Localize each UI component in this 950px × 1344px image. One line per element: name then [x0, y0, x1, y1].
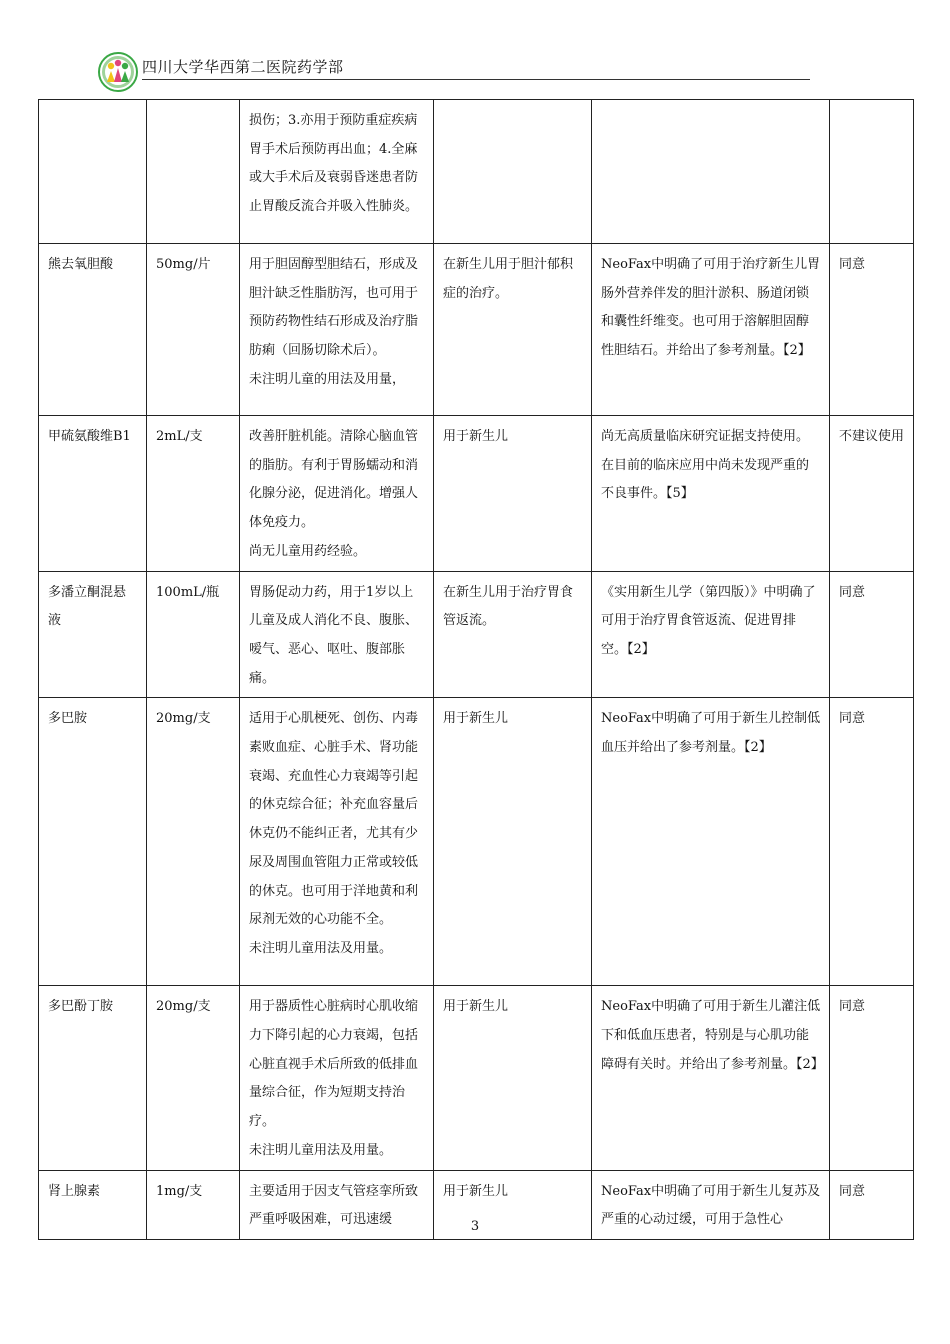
evidence-cell: NeoFax中明确了可用于新生儿灌注低下和低血压患者，特别是与心肌功能障碍有关时。并给出了参考剂量。【2】 [592, 986, 830, 1170]
drug-name-cell: 多巴胺 [39, 698, 147, 986]
drug-spec-cell: 20mg/支 [147, 698, 240, 986]
offlabel-use-cell [434, 100, 592, 244]
opinion-cell: 同意 [830, 1170, 914, 1239]
table-row [39, 100, 914, 244]
evidence-cell [592, 100, 830, 244]
drug-name-cell [39, 100, 147, 244]
offlabel-use-cell: 在新生儿用于治疗胃食管返流。 [434, 571, 592, 698]
drug-spec-cell: 1mg/支 [147, 1170, 240, 1239]
drug-name-cell: 肾上腺素 [39, 1170, 147, 1239]
opinion-cell: 同意 [830, 986, 914, 1170]
evidence-cell: NeoFax中明确了可用于新生儿复苏及严重的心动过缓，可用于急性心 [592, 1170, 830, 1239]
page-header [98, 50, 810, 94]
drug-name-cell: 多潘立酮混悬液 [39, 571, 147, 698]
opinion-cell: 不建议使用 [830, 416, 914, 572]
evidence-cell: NeoFax中明确了可用于新生儿控制低血压并给出了参考剂量。【2】 [592, 698, 830, 986]
indication-cell: 改善肝脏机能。清除心脑血管的脂肪。有利于胃肠蠕动和消化腺分泌，促进消化。增强人体免疫力。 尚无儿童用药经验。 [240, 416, 434, 572]
offlabel-use-cell: 用于新生儿 [434, 986, 592, 1170]
drug-table [38, 99, 914, 1240]
hospital-logo-icon [98, 52, 138, 92]
drug-name-cell: 熊去氧胆酸 [39, 244, 147, 416]
drug-spec-cell: 100mL/瓶 [147, 571, 240, 698]
indication-cell: 主要适用于因支气管痉挛所致严重呼吸困难，可迅速缓 [240, 1170, 434, 1239]
evidence-cell: 《实用新生儿学（第四版）》中明确了可用于治疗胃食管返流、促进胃排空。【2】 [592, 571, 830, 698]
drug-spec-cell: 2mL/支 [147, 416, 240, 572]
table-row [39, 416, 914, 572]
drug-spec-cell: 20mg/支 [147, 986, 240, 1170]
table-row [39, 986, 914, 1170]
offlabel-use-cell: 用于新生儿 [434, 698, 592, 986]
drug-name-cell: 甲硫氨酸维B1 [39, 416, 147, 572]
table-row [39, 244, 914, 416]
opinion-cell: 同意 [830, 698, 914, 986]
evidence-cell: NeoFax中明确了可用于治疗新生儿胃肠外营养伴发的胆汁淤积、肠道闭锁和囊性纤维变。也可用于溶解胆固醇性胆结石。并给出了参考剂量。【2】 [592, 244, 830, 416]
table-row [39, 571, 914, 698]
drug-name-cell: 多巴酚丁胺 [39, 986, 147, 1170]
indication-cell: 用于器质性心脏病时心肌收缩力下降引起的心力衰竭，包括心脏直视手术后所致的低排血量综合征，作为短期支持治疗。 未注明儿童用法及用量。 [240, 986, 434, 1170]
indication-cell: 适用于心肌梗死、创伤、内毒素败血症、心脏手术、肾功能衰竭、充血性心力衰竭等引起的休克综合征；补充血容量后休克仍不能纠正者，尤其有少尿及周围血管阻力正常或较低的休克。也可用于洋地黄和利尿剂无效的心功能不全。 未注明儿童用法及用量。 [240, 698, 434, 986]
evidence-cell: 尚无高质量临床研究证据支持使用。在目前的临床应用中尚未发现严重的不良事件。【5】 [592, 416, 830, 572]
opinion-cell [830, 100, 914, 244]
opinion-cell: 同意 [830, 571, 914, 698]
header-rule [142, 79, 810, 80]
indication-cell: 损伤；3.亦用于预防重症疾病胃手术后预防再出血；4.全麻或大手术后及衰弱昏迷患者防止胃酸反流合并吸入性肺炎。 [240, 100, 434, 244]
opinion-cell: 同意 [830, 244, 914, 416]
drug-spec-cell: 50mg/片 [147, 244, 240, 416]
offlabel-use-cell: 在新生儿用于胆汁郁积症的治疗。 [434, 244, 592, 416]
page-number: 3 [470, 1219, 480, 1234]
header-title: 四川大学华西第二医院药学部 [142, 58, 344, 76]
drug-spec-cell [147, 100, 240, 244]
indication-cell: 用于胆固醇型胆结石，形成及胆汁缺乏性脂肪泻，也可用于预防药物性结石形成及治疗脂肪痢（回肠切除术后）。 未注明儿童的用法及用量， [240, 244, 434, 416]
offlabel-use-cell: 用于新生儿 [434, 416, 592, 572]
table-row [39, 698, 914, 986]
offlabel-use-cell: 用于新生儿 [434, 1170, 592, 1239]
indication-cell: 胃肠促动力药，用于1岁以上儿童及成人消化不良、腹胀、嗳气、恶心、呕吐、腹部胀痛。 [240, 571, 434, 698]
